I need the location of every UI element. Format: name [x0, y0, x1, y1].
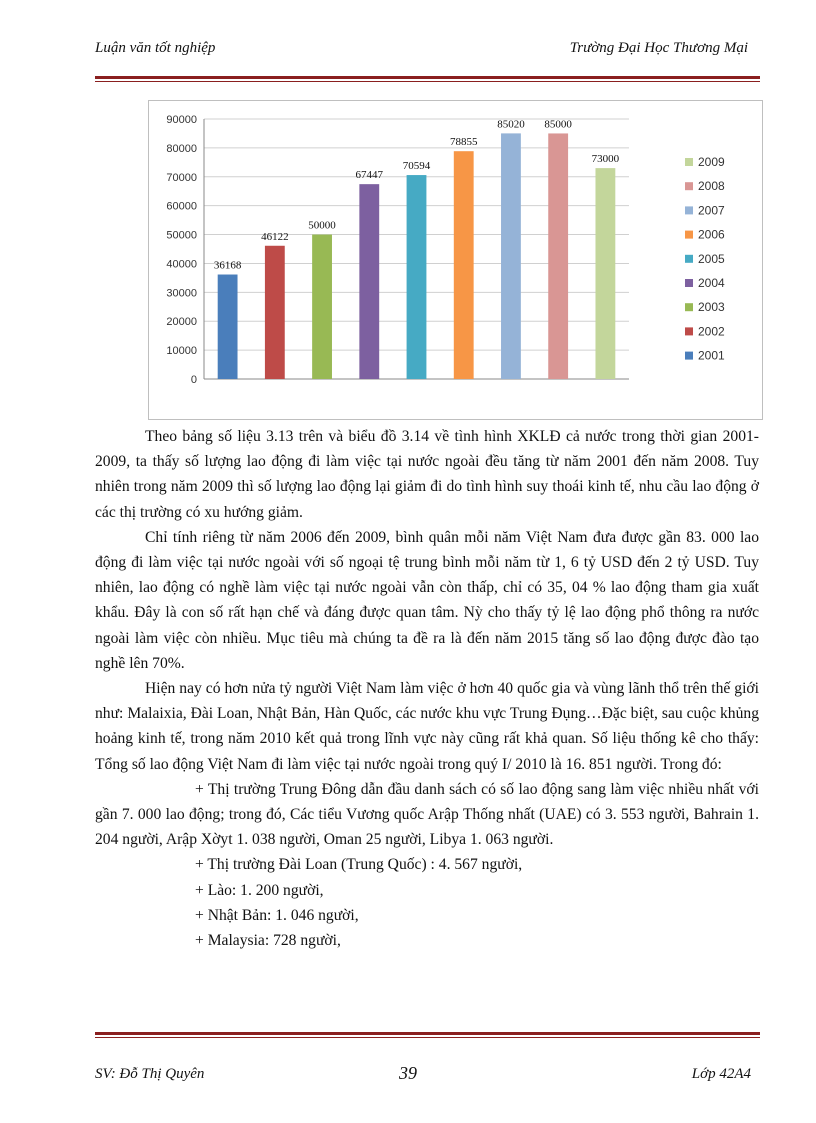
- legend-swatch-2008: [685, 182, 693, 190]
- legend-swatch-2005: [685, 255, 693, 263]
- data-label-2009: 73000: [591, 153, 620, 166]
- legend-label-2002: 2002: [698, 324, 725, 339]
- y-tick-label-70000: 70000: [166, 171, 197, 184]
- legend-label-2008: 2008: [698, 179, 725, 194]
- y-tick-label-40000: 40000: [166, 258, 197, 271]
- y-tick-label-90000: 90000: [166, 114, 197, 126]
- data-label-2008: 85000: [544, 118, 572, 131]
- bar-2003: [312, 235, 332, 379]
- paragraph-2: Chỉ tính riêng từ năm 2006 đến 2009, bình quân mỗi năm Việt Nam đưa được gần 83. 000 lao động đi làm việc tại nước ngoài với số ngoại tệ trung bình mỗi năm từ 1, 6 tỷ USD đến 2 tỷ USD. Tuy nhiên, lao động có nghề làm việc tại nước ngoài vẫn còn thấp, chỉ có 35, 04 % lao động tham gia xuất khẩu. Đây là con số rất hạn chế và đáng được quan tâm. Nỳ cho thấy tỷ lệ lao động phổ thông ra nước ngoài làm việc còn nhiều. Mục tiêu mà chúng ta đề ra là đến năm 2015 tăng số lao động được đào tạo nghề lên 70%.: [95, 528, 759, 672]
- legend-swatch-2006: [685, 231, 693, 239]
- bar-2006: [454, 151, 474, 379]
- legend-label-2001: 2001: [698, 348, 725, 363]
- y-tick-label-50000: 50000: [166, 229, 197, 242]
- legend-swatch-2002: [685, 327, 693, 335]
- bar-2009: [595, 168, 615, 379]
- bullet-middle-east: + Thị trường Trung Đông dẫn đầu danh sách có số lao động sang làm việc nhiều nhất với gần 7. 000 lao động; trong đó, Các tiểu Vương quốc Arập Thống nhất (UAE) có 3. 553 người, Bahrain 1. 204 người, Arập Xờyt 1. 038 người, Oman 25 người, Libya 1. 063 người.: [95, 780, 759, 849]
- data-label-2002: 46122: [261, 230, 289, 243]
- legend-swatch-2009: [685, 158, 693, 166]
- footer-class: Lớp 42A4: [691, 1066, 751, 1082]
- chart-svg: [149, 101, 762, 419]
- body-text: [95, 424, 759, 953]
- bar-2005: [407, 175, 427, 379]
- data-label-2001: 36168: [213, 259, 242, 272]
- bullet-taiwan: + Thị trường Đài Loan (Trung Quốc) : 4. 567 người,: [195, 856, 523, 874]
- bullet-laos: + Lào: 1. 200 người,: [195, 881, 324, 899]
- y-tick-label-0: 0: [190, 374, 197, 386]
- legend-label-2007: 2007: [698, 203, 725, 218]
- legend-label-2003: 2003: [698, 300, 725, 315]
- legend-swatch-2001: [685, 352, 693, 360]
- legend-swatch-2003: [685, 303, 693, 311]
- bar-chart: [148, 100, 763, 420]
- header-rule: [95, 76, 760, 82]
- bar-2002: [265, 246, 285, 379]
- footer-student: SV: Đỗ Thị Quyên: [95, 1066, 205, 1082]
- legend-label-2005: 2005: [698, 251, 725, 266]
- header-right: Trường Đại Học Thương Mại: [569, 40, 748, 56]
- data-label-2004: 67447: [355, 169, 384, 182]
- data-label-2007: 85020: [497, 118, 525, 131]
- bullet-malaysia: + Malaysia: 728 người,: [195, 932, 341, 950]
- y-tick-label-80000: 80000: [166, 142, 197, 155]
- legend-label-2004: 2004: [698, 276, 725, 290]
- paragraph-3: Hiện nay có hơn nửa tỷ người Việt Nam làm việc ở hơn 40 quốc gia và vùng lãnh thổ trên thế giới như: Malaixia, Đài Loan, Nhật Bản, Hàn Quốc, các nước khu vực Trung Đụng…Đặc biệt, sau cuộc khủng hoảng kinh tế, trong năm 2010 kết quả trong lĩnh vực này cũng rất khả quan. Số liệu thống kê cho thấy: Tổng số lao động Việt Nam đi làm việc tại nước ngoài trong quý I/ 2010 là 16. 851 người. Trong đó:: [95, 680, 759, 773]
- data-label-2005: 70594: [402, 160, 431, 173]
- legend-swatch-2004: [685, 279, 693, 287]
- bar-2001: [218, 275, 238, 379]
- bar-2007: [501, 133, 521, 379]
- bar-2008: [548, 133, 568, 379]
- data-label-2006: 78855: [449, 136, 478, 149]
- bar-2004: [359, 184, 379, 379]
- y-tick-label-30000: 30000: [166, 287, 197, 300]
- y-tick-label-20000: 20000: [166, 316, 197, 329]
- page-number: 39: [399, 1063, 417, 1083]
- legend-label-2009: 2009: [698, 155, 725, 169]
- bullet-japan: + Nhật Bản: 1. 046 người,: [195, 906, 359, 924]
- y-tick-label-10000: 10000: [166, 345, 197, 358]
- paragraph-1: Theo bảng số liệu 3.13 trên và biểu đồ 3.14 về tình hình XKLĐ cả nước trong thời gian 2001-2009, ta thấy số lượng lao động đi làm việc tại nước ngoài đều tăng từ năm 2001 đến năm 2008. Tuy nhiên trong năm 2009 thì số lượng lao động lại giảm đi do tình hình suy thoái kinh tế, nhu cầu lao động ở các thị trường có xu hướng giảm.: [95, 428, 759, 521]
- y-tick-label-60000: 60000: [166, 200, 197, 213]
- legend-swatch-2007: [685, 206, 693, 214]
- footer-rule: [95, 1032, 760, 1038]
- legend-label-2006: 2006: [698, 227, 725, 242]
- data-label-2003: 50000: [308, 219, 336, 232]
- header-left: Luận văn tốt nghiệp: [95, 40, 216, 56]
